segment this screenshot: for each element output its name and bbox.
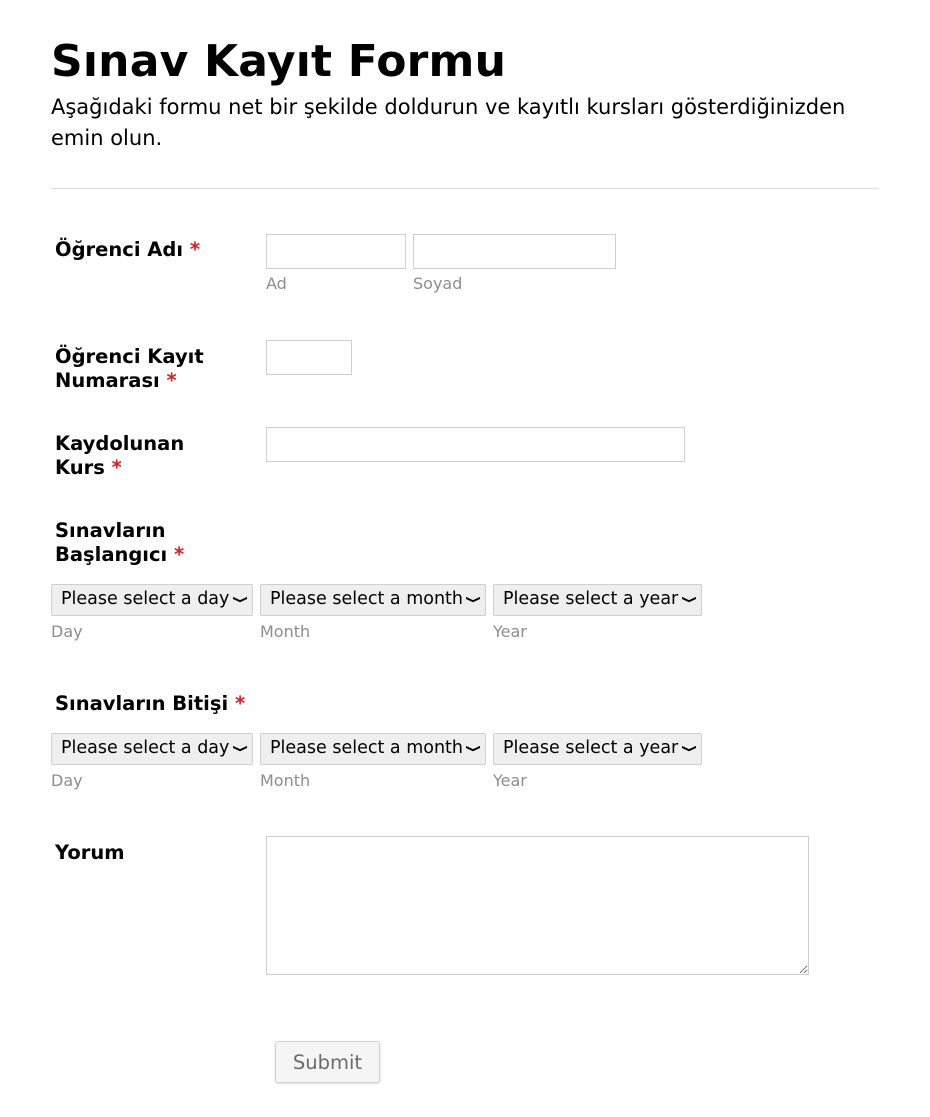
exam-start-day-sublabel: Day: [51, 622, 83, 641]
exam-end-label: [55, 692, 245, 716]
first-name-input[interactable]: [266, 234, 406, 269]
exam-end-month-select[interactable]: [260, 733, 486, 765]
exam-start-label-line2: Başlangıcı: [55, 543, 168, 566]
exam-end-day-select-value: Please select a day: [61, 738, 230, 758]
last-name-sublabel: Soyad: [413, 274, 463, 293]
exam-end-month-sublabel: Month: [260, 771, 311, 790]
last-name-input[interactable]: [413, 234, 616, 269]
required-marker: *: [111, 456, 122, 479]
exam-end-year-select[interactable]: [493, 733, 702, 765]
exam-start-month-sublabel: Month: [260, 622, 311, 641]
course-label-line1: Kaydolunan: [55, 432, 185, 455]
exam-start-label: [55, 519, 184, 567]
course-label-line2: Kurs: [55, 456, 105, 479]
course-input[interactable]: [266, 427, 685, 462]
exam-end-day-sublabel: Day: [51, 771, 83, 790]
comment-label: [55, 841, 125, 865]
course-label: [55, 432, 184, 480]
comment-textarea[interactable]: [266, 836, 809, 975]
exam-end-label-text: Sınavların Bitişi: [55, 692, 229, 715]
required-marker: *: [189, 238, 201, 261]
chevron-down-icon: ❯: [681, 595, 698, 604]
form-title: Sınav Kayıt Formu: [51, 36, 507, 87]
required-marker: *: [234, 692, 246, 715]
chevron-down-icon: ❯: [232, 595, 249, 604]
exam-start-day-select[interactable]: [51, 584, 253, 616]
student-id-label-line1: Öğrenci Kayıt: [55, 345, 204, 368]
student-id-input[interactable]: [266, 340, 352, 375]
first-name-sublabel: Ad: [266, 274, 287, 293]
student-name-label: [55, 238, 200, 262]
required-marker: *: [174, 543, 185, 566]
student-id-label-line2: Numarası: [55, 369, 160, 392]
exam-start-year-select[interactable]: [493, 584, 702, 616]
exam-start-year-select-value: Please select a year: [503, 589, 679, 609]
student-name-label-text: Öğrenci Adı: [55, 238, 184, 261]
exam-end-day-select[interactable]: [51, 733, 253, 765]
exam-end-month-select-value: Please select a month: [270, 738, 463, 758]
required-marker: *: [166, 369, 177, 392]
comment-label-text: Yorum: [55, 841, 125, 864]
exam-start-month-select[interactable]: [260, 584, 486, 616]
exam-start-year-sublabel: Year: [493, 622, 527, 641]
chevron-down-icon: ❯: [681, 744, 698, 753]
exam-start-month-select-value: Please select a month: [270, 589, 463, 609]
form-description: Aşağıdaki formu net bir şekilde doldurun ve kayıtlı kursları gösterdiğinizden emin olun.: [51, 95, 846, 150]
chevron-down-icon: ❯: [465, 595, 482, 604]
chevron-down-icon: ❯: [465, 744, 482, 753]
exam-end-year-select-value: Please select a year: [503, 738, 679, 758]
chevron-down-icon: ❯: [232, 744, 249, 753]
exam-start-label-line1: Sınavların: [55, 519, 166, 542]
student-id-label: [55, 345, 204, 393]
header-divider: [51, 188, 878, 189]
exam-end-year-sublabel: Year: [493, 771, 527, 790]
exam-start-day-select-value: Please select a day: [61, 589, 230, 609]
submit-button[interactable]: Submit: [275, 1041, 380, 1083]
